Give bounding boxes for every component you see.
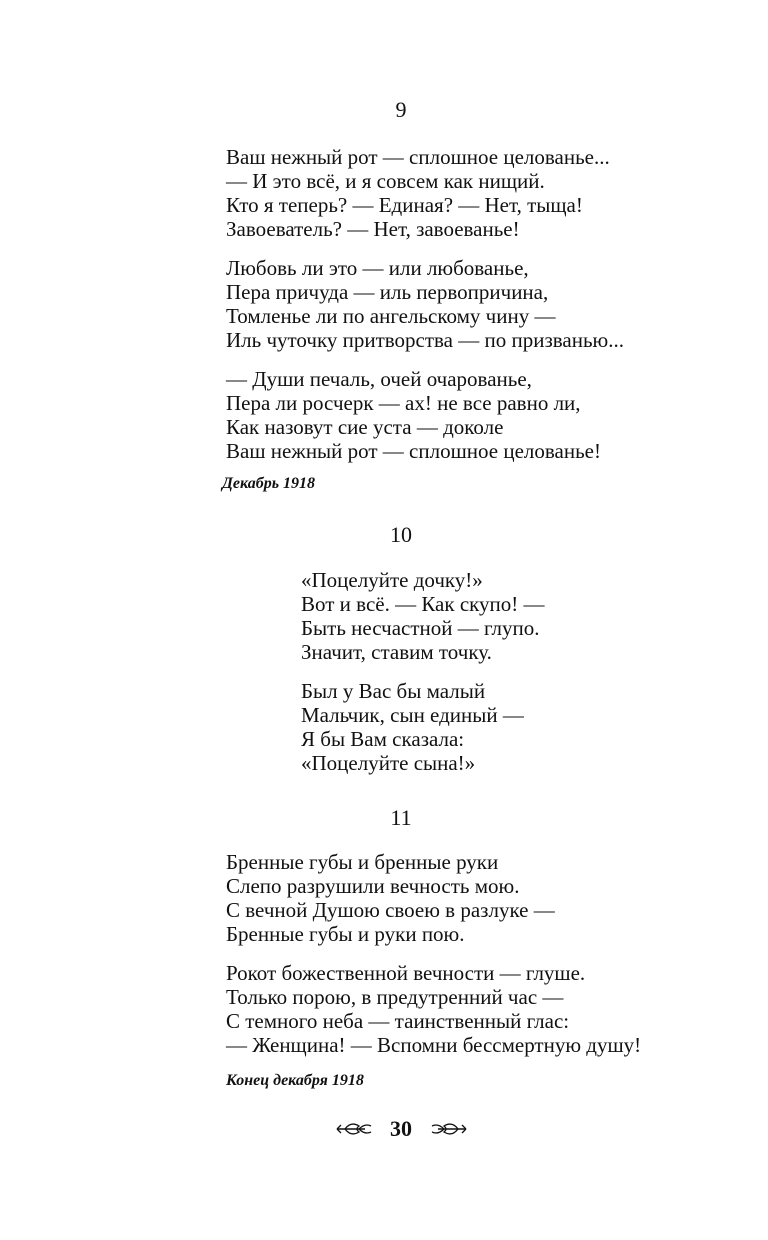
poem-line: — Души печаль, очей очарованье,: [226, 367, 532, 391]
poem-11-stanza-1: [226, 850, 555, 946]
ornament-right-icon: [428, 1120, 468, 1138]
poem-line: Иль чуточку притворства — по призванью...: [226, 328, 624, 352]
poem-line: «Поцелуйте дочку!»: [301, 568, 483, 592]
poem-line: Слепо разрушили вечность мою.: [226, 874, 520, 898]
poem-line: Ваш нежный рот — сплошное целованье...: [226, 145, 610, 169]
poem-line: Вот и всё. — Как скупо! —: [301, 592, 545, 616]
page-number: 30: [390, 1115, 412, 1141]
poem-11-number: 11: [390, 805, 412, 830]
poem-line: «Поцелуйте сына!»: [301, 751, 476, 775]
poem-line: Бренные губы и бренные руки: [226, 850, 499, 874]
poem-9-stanza-2: [226, 256, 624, 352]
poem-line: Пера причуда — иль первопричина,: [226, 280, 549, 304]
poem-line: Я бы Вам сказала:: [301, 727, 465, 751]
poem-line: С вечной Душою своею в разлуке —: [226, 898, 555, 922]
poem-line: Любовь ли это — или любованье,: [226, 256, 529, 280]
page-footer: [0, 1114, 768, 1142]
poem-line: Пера ли росчерк — ах! не все равно ли,: [226, 391, 581, 415]
poem-11-stanza-2: [226, 961, 641, 1057]
poem-9-stanza-3: [226, 367, 601, 463]
poem-9-number: 9: [395, 97, 407, 122]
poem-10-stanza-1: [301, 568, 545, 664]
poem-line: Томленье ли по ангельскому чину —: [226, 304, 556, 328]
poem-line: Только порою, в предутренний час —: [226, 985, 564, 1009]
poem-11-date: Конец декабря 1918: [226, 1072, 364, 1089]
poem-line: Рокот божественной вечности — глуше.: [226, 961, 586, 985]
poem-line: — Женщина! — Вспомни бессмертную душу!: [226, 1033, 642, 1057]
poem-line: Завоеватель? — Нет, завоеванье!: [226, 217, 520, 241]
poem-line: Кто я теперь? — Единая? — Нет, тыща!: [226, 193, 583, 217]
poem-9-stanza-1: [226, 145, 610, 241]
poem-10-number: 10: [390, 522, 412, 547]
poem-line: Значит, ставим точку.: [301, 640, 492, 664]
poem-line: Мальчик, сын единый —: [301, 703, 524, 727]
poem-line: Как назовут сие уста — доколе: [226, 415, 504, 439]
poem-line: С темного неба — таинственный глас:: [226, 1009, 570, 1033]
poem-line: Ваш нежный рот — сплошное целованье!: [226, 439, 601, 463]
poem-line: Был у Вас бы малый: [301, 679, 486, 703]
poem-line: Бренные губы и руки пою.: [226, 922, 465, 946]
poem-9-date: Декабрь 1918: [222, 475, 316, 492]
ornament-left-icon: [335, 1120, 375, 1138]
poem-10-stanza-2: [301, 679, 524, 775]
poem-line: Быть несчастной — глупо.: [301, 616, 540, 640]
poem-line: — И это всё, и я совсем как нищий.: [226, 169, 545, 193]
